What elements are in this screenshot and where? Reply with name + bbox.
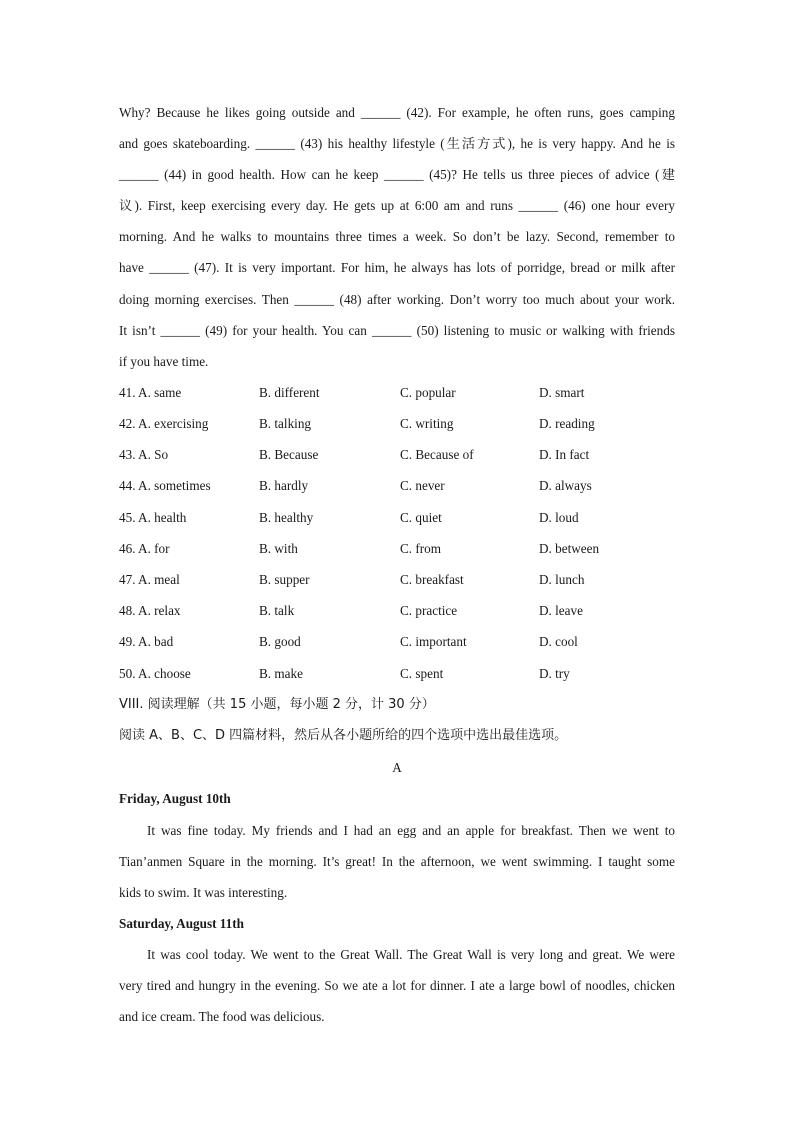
passage-line: It isn’t ______ (49) for your health. You can ______ (50) listening to music or walking with friends: [119, 322, 675, 338]
option-c: C. breakfast: [400, 571, 464, 587]
diary-date: Saturday, August 11th: [119, 915, 244, 931]
option-row-43: [119, 439, 675, 470]
option-row-47: [119, 564, 675, 595]
option-a: 46. A. for: [119, 540, 170, 556]
option-row-41: [119, 377, 675, 408]
option-d: D. always: [539, 478, 592, 494]
option-c: C. writing: [400, 416, 454, 432]
passage-line: ______ (44) in good health. How can he keep ______ (45)? He tells us three pieces of advice (建: [119, 167, 675, 183]
option-row-50: [119, 658, 675, 689]
option-d: D. between: [539, 540, 600, 556]
option-row-48: [119, 595, 675, 626]
passage-line: doing morning exercises. Then ______ (48) after working. Don’t worry too much about your work.: [119, 291, 675, 307]
option-row-42: [119, 408, 675, 439]
passage-line: and goes skateboarding. ______ (43) his healthy lifestyle (生活方式), he is very happy. And he is: [119, 136, 675, 152]
section-instruction: 阅读 A、B、C、D 四篇材料，然后从各小题所给的四个选项中选出最佳选项。: [119, 728, 568, 744]
section-title: VIII. 阅读理解（共 15 小题，每小题 2 分，计 30 分）: [119, 696, 435, 712]
option-d: D. leave: [539, 603, 583, 619]
option-a: 43. A. So: [119, 447, 169, 463]
option-a: 45. A. health: [119, 509, 187, 525]
option-b: B. Because: [259, 447, 319, 463]
option-d: D. smart: [539, 384, 585, 400]
option-row-44: [119, 470, 675, 501]
option-d: D. lunch: [539, 571, 585, 587]
option-c: C. practice: [400, 603, 458, 619]
option-c: C. important: [400, 634, 467, 650]
option-b: B. talking: [259, 416, 312, 432]
document-page: [119, 97, 675, 1032]
option-c: C. never: [400, 478, 445, 494]
diary-line: and ice cream. The food was delicious.: [119, 1009, 325, 1025]
option-d: D. try: [539, 665, 570, 681]
passage-line: have ______ (47). It is very important. For him, he always has lots of porridge, bread or milk after: [119, 260, 675, 276]
diary-line: kids to swim. It was interesting.: [119, 884, 288, 900]
option-d: D. loud: [539, 509, 579, 525]
diary-line: Tian’anmen Square in the morning. It’s great! In the afternoon, we went swimming. I taught some: [119, 853, 675, 869]
option-c: C. popular: [400, 384, 456, 400]
option-b: B. talk: [259, 603, 295, 619]
passage-label: A: [392, 759, 402, 775]
option-b: B. make: [259, 665, 303, 681]
option-d: D. reading: [539, 416, 595, 432]
option-c: C. quiet: [400, 509, 442, 525]
diary-line: very tired and hungry in the evening. So we ate a lot for dinner. I ate a large bowl of noodles, chicken: [119, 978, 675, 994]
option-a: 41. A. same: [119, 384, 182, 400]
option-a: 48. A. relax: [119, 603, 181, 619]
option-c: C. spent: [400, 665, 444, 681]
option-b: B. healthy: [259, 509, 314, 525]
passage-line: 议). First, keep exercising every day. He gets up at 6:00 am and runs ______ (46) one hour every: [119, 198, 675, 214]
option-c: C. Because of: [400, 447, 474, 463]
diary-date: Friday, August 10th: [119, 791, 231, 807]
option-d: D. cool: [539, 634, 578, 650]
passage-line: Why? Because he likes going outside and ______ (42). For example, he often runs, goes camping: [119, 105, 675, 120]
option-row-45: [119, 502, 675, 533]
option-a: 42. A. exercising: [119, 416, 209, 432]
cloze-passage: [119, 97, 675, 377]
option-b: B. hardly: [259, 478, 309, 494]
passage-line: morning. And he walks to mountains three times a week. So don’t be lazy. Second, remember to: [119, 229, 675, 245]
option-a: 50. A. choose: [119, 665, 191, 681]
diary-entry-friday: [119, 783, 675, 908]
passage-line: if you have time.: [119, 353, 209, 369]
option-c: C. from: [400, 540, 442, 556]
option-d: D. In fact: [539, 447, 590, 463]
option-b: B. good: [259, 634, 301, 650]
diary-line: It was fine today. My friends and I had an egg and an apple for breakfast. Then we went to: [147, 822, 675, 838]
diary-line: It was cool today. We went to the Great Wall. The Great Wall is very long and great. We were: [147, 947, 675, 963]
option-a: 49. A. bad: [119, 634, 174, 650]
options-list: [119, 377, 675, 689]
option-b: B. different: [259, 384, 320, 400]
option-b: B. with: [259, 540, 298, 556]
option-row-49: [119, 626, 675, 657]
diary-entry-saturday: [119, 908, 675, 1033]
option-a: 47. A. meal: [119, 571, 180, 587]
option-b: B. supper: [259, 571, 310, 587]
option-row-46: [119, 533, 675, 564]
option-a: 44. A. sometimes: [119, 478, 211, 494]
